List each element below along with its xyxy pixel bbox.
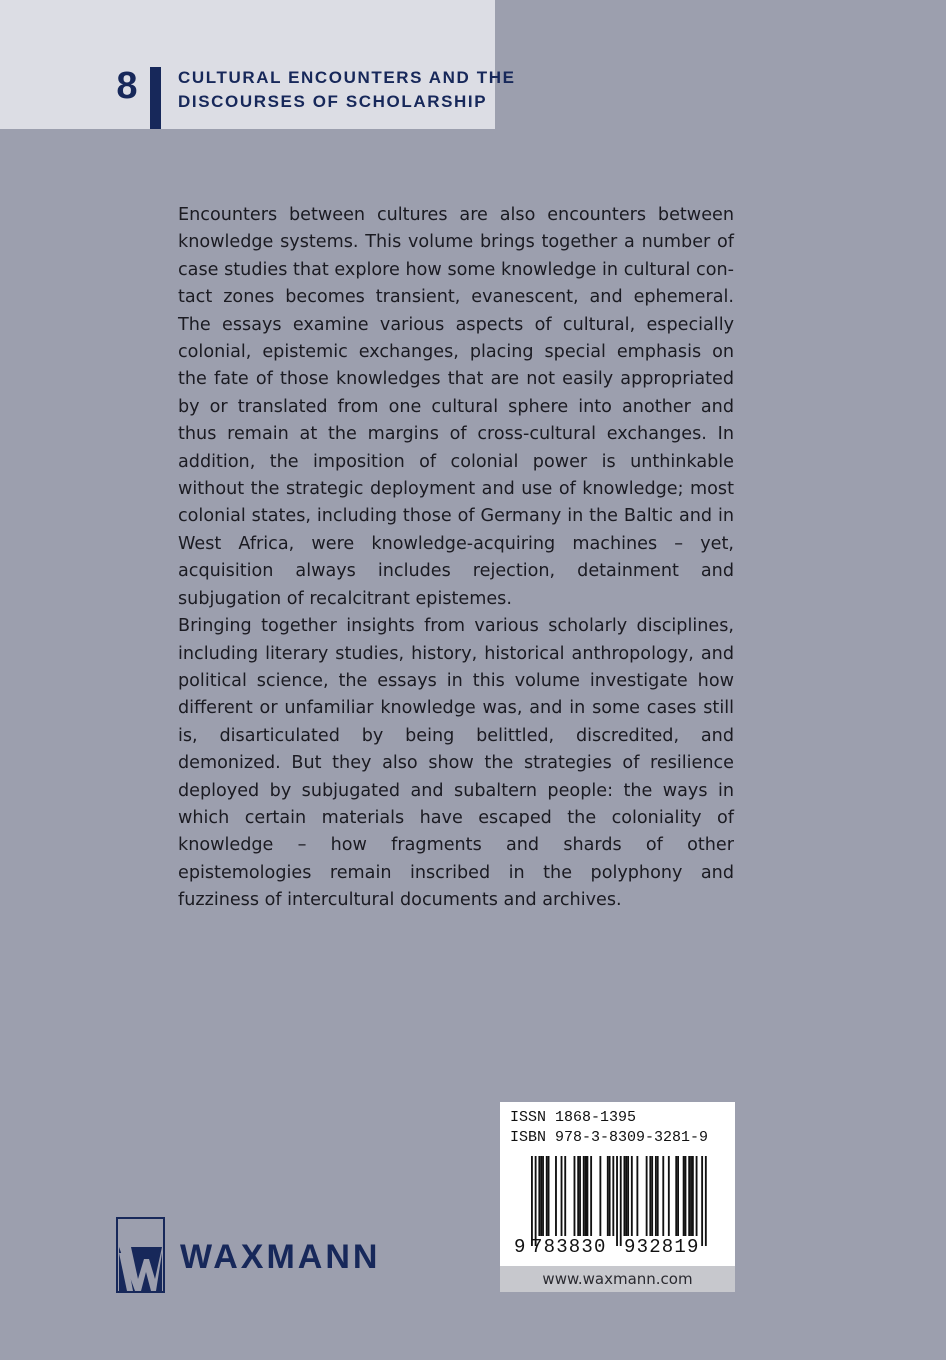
barcode-bar xyxy=(542,1156,544,1236)
barcode-guard-bar xyxy=(705,1156,707,1246)
barcode-bar xyxy=(675,1156,677,1236)
series-title-line-2: DISCOURSES OF SCHOLARSHIP xyxy=(178,92,488,111)
barcode-bar xyxy=(587,1156,589,1236)
back-cover-blurb xyxy=(178,202,734,915)
barcode-guard-bar xyxy=(531,1156,533,1246)
ean-left-digits: 783830 xyxy=(531,1236,607,1258)
barcode-bar xyxy=(685,1156,687,1236)
barcode-bar xyxy=(651,1156,653,1236)
barcode-bar xyxy=(683,1156,685,1236)
isbn-text: ISBN 978-3-8309-3281-9 xyxy=(510,1129,709,1146)
issn-text: ISSN 1868-1395 xyxy=(510,1109,637,1126)
publisher-url: www.waxmann.com xyxy=(500,1266,735,1292)
barcode-bar xyxy=(688,1156,690,1236)
barcode-bar xyxy=(564,1156,566,1236)
barcode-bar xyxy=(636,1156,638,1236)
barcode-guard-bar xyxy=(701,1156,703,1246)
ean-first-digit: 9 xyxy=(514,1236,527,1258)
barcode-bar xyxy=(577,1156,579,1236)
barcode-guard-bar xyxy=(620,1156,622,1246)
barcode-bar xyxy=(625,1156,627,1236)
barcode-bar xyxy=(677,1156,679,1236)
series-title xyxy=(178,66,516,114)
barcode-bar xyxy=(555,1156,557,1236)
barcode-bar xyxy=(590,1156,592,1236)
barcode-bar xyxy=(540,1156,542,1236)
barcode-label xyxy=(500,1102,735,1292)
barcode-bar xyxy=(599,1156,601,1236)
barcode-bar xyxy=(561,1156,563,1236)
barcode-bar xyxy=(612,1156,614,1236)
barcode-guard-bar xyxy=(535,1156,537,1246)
publisher-name: WAXMANN xyxy=(180,1238,381,1276)
barcode-bar xyxy=(690,1156,692,1236)
barcode-bar xyxy=(649,1156,651,1236)
barcode-bar xyxy=(657,1156,659,1236)
barcode-bar xyxy=(631,1156,633,1236)
barcode-bar xyxy=(655,1156,657,1236)
barcode-bar xyxy=(627,1156,629,1236)
barcode-bar xyxy=(579,1156,581,1236)
blurb-paragraph-1: Encounters between cultures are also encounters between knowledge systems. This volume brings together a number of case studies that explore how some knowledge in cultural contact zones becomes transient, evanescent, and ephemeral. The essays examine various aspects of cultural, especially colonial, epistemic exchanges, placing special emphasis on the fate of those knowledges that are not easily appropriated by or translated from one cultural sphere into another and thus remain at the margins of cross-cultural exchanges. In addition, the imposition of colonial power is unthinkable without the strategic deployment and use of knowledge; most colonial states, including those of Germany in the Baltic and in West Africa, were knowledge-acquiring machines – yet, acquisition always includes rejection, detainment and subjugation of recalcitrant epistemes. xyxy=(178,205,734,609)
waxmann-w-logo-icon xyxy=(116,1217,165,1293)
barcode-bar xyxy=(624,1156,626,1236)
series-title-line-1: CULTURAL ENCOUNTERS AND THE xyxy=(178,68,516,87)
ean-right-digits: 932819 xyxy=(624,1236,700,1258)
series-header xyxy=(0,0,516,129)
barcode-guard-bar xyxy=(616,1156,618,1246)
barcode-bar xyxy=(583,1156,585,1236)
barcode-bar xyxy=(538,1156,540,1236)
barcode-bar xyxy=(662,1156,664,1236)
series-divider-bar xyxy=(150,67,161,129)
publisher-logo xyxy=(116,1217,416,1293)
barcode-bar xyxy=(546,1156,548,1236)
barcode-bar xyxy=(646,1156,648,1236)
barcode-bar xyxy=(609,1156,611,1236)
barcode-bar xyxy=(668,1156,670,1236)
barcode-bar xyxy=(574,1156,576,1236)
barcode-bar xyxy=(548,1156,550,1236)
barcode-bar xyxy=(692,1156,694,1236)
barcode-bar xyxy=(696,1156,698,1236)
barcode-bar xyxy=(607,1156,609,1236)
barcode-bar xyxy=(585,1156,587,1236)
series-number: 8 xyxy=(116,65,138,107)
blurb-paragraph-2: Bringing together insights from various scholarly disciplines, including literary studies, history, historical anthropology, and political science, the essays in this volume investigate how different or unfamiliar knowledge was, and in some cases still is, disarticulated by being belittled, discredited, and demonized. But they also show the strategies of resilience deployed by subjugated and subaltern people: the ways in which certain materials have escaped the coloniality of knowledge – how fragments and shards of other epistemologies remain inscribed in the polyphony and fuzziness of intercultural documents and archives. xyxy=(178,616,734,911)
